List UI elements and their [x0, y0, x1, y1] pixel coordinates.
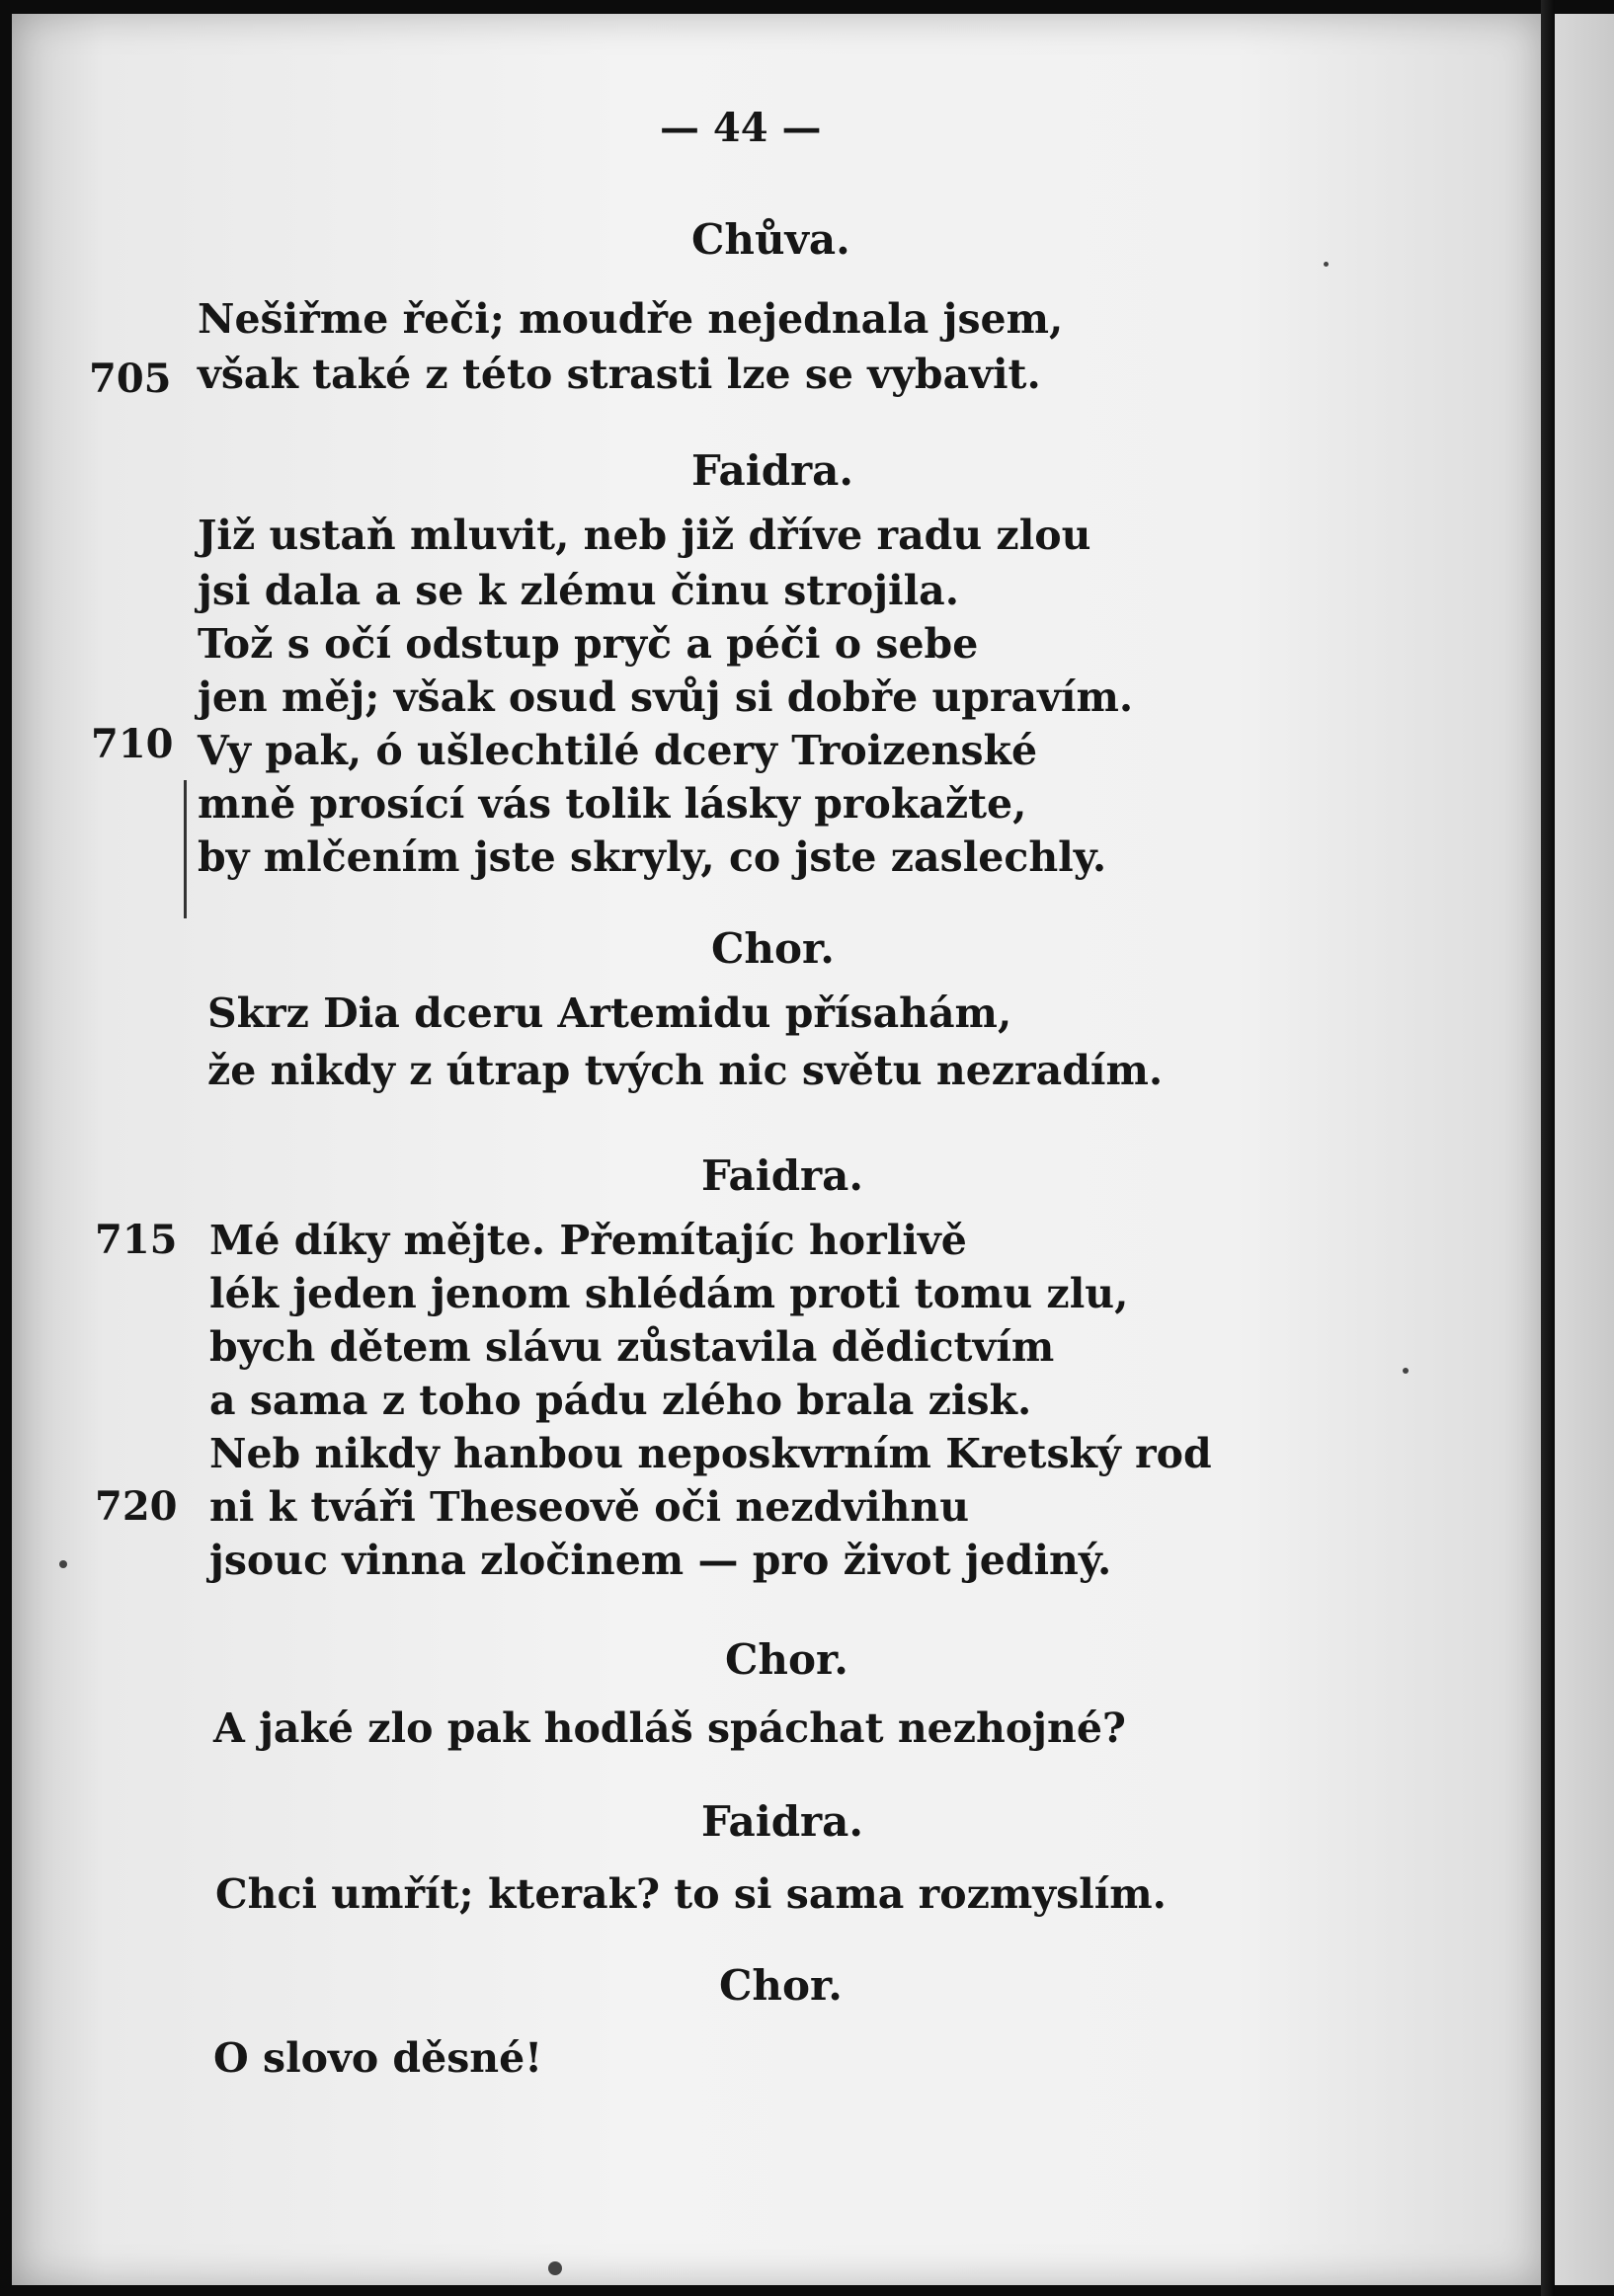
scan-speck — [1324, 262, 1329, 267]
verse-line: mně prosící vás tolik lásky prokažte, — [198, 780, 1027, 828]
verse-line: bych dětem slávu zůstavila dědictvím — [209, 1323, 1055, 1371]
speaker-label: Faidra. — [691, 446, 854, 495]
verse-line: jsouc vinna zločinem — pro život jediný. — [209, 1537, 1112, 1584]
verse-line: ni k tváři Theseově oči nezdvihnu — [209, 1483, 970, 1531]
verse-line: by mlčením jste skryly, co jste zaslechly. — [198, 833, 1107, 881]
speaker-label: Chůva. — [691, 215, 850, 264]
verse-line: Tož s očí odstup pryč a péči o sebe — [198, 620, 979, 668]
speaker-label: Chor. — [711, 924, 835, 973]
scan-speck — [59, 1560, 67, 1568]
verse-line: Nešiřme řeči; moudře nejednala jsem, — [198, 295, 1064, 343]
speaker-label: Faidra. — [701, 1797, 864, 1846]
page-gutter — [1541, 0, 1555, 2296]
scan-speck — [1403, 1368, 1409, 1374]
verse-line: Již ustaň mluvit, neb již dříve radu zlou — [198, 512, 1091, 559]
margin-bracket — [184, 780, 187, 918]
verse-line: lék jeden jenom shlédám proti tomu zlu, — [209, 1270, 1129, 1317]
speaker-label: Chor. — [719, 1961, 843, 2010]
verse-line: A jaké zlo pak hodláš spáchat nezhojné? — [213, 1704, 1126, 1752]
page-number: — 44 — — [660, 105, 822, 151]
line-number: 710 — [91, 721, 174, 767]
scan-speck — [548, 2261, 562, 2275]
speaker-label: Faidra. — [701, 1151, 864, 1200]
verse-line: Skrz Dia dceru Artemidu přísahám, — [207, 990, 1012, 1037]
verse-line: že nikdy z útrap tvých nic světu nezradím. — [207, 1047, 1164, 1094]
verse-line: Mé díky mějte. Přemítajíc horlivě — [209, 1217, 967, 1264]
speaker-label: Chor. — [725, 1635, 848, 1684]
verse-line: Chci umřít; kterak? to si sama rozmyslím. — [215, 1870, 1167, 1918]
verse-line: však také z této strasti lze se vybavit. — [198, 351, 1041, 398]
verse-line: Vy pak, ó ušlechtilé dcery Troizenské — [198, 727, 1038, 774]
verse-line: Neb nikdy hanbou neposkvrním Kretský rod — [209, 1430, 1212, 1477]
verse-line: O slovo děsné! — [213, 2034, 543, 2082]
line-number: 705 — [89, 356, 172, 402]
verse-line: a sama z toho pádu zlého brala zisk. — [209, 1377, 1032, 1424]
line-number: 715 — [95, 1217, 178, 1263]
facing-page-edge — [1555, 14, 1614, 2285]
verse-line: jen měj; však osud svůj si dobře upravím. — [198, 673, 1134, 721]
line-number: 720 — [95, 1483, 178, 1530]
verse-line: jsi dala a se k zlému činu strojila. — [198, 567, 960, 614]
